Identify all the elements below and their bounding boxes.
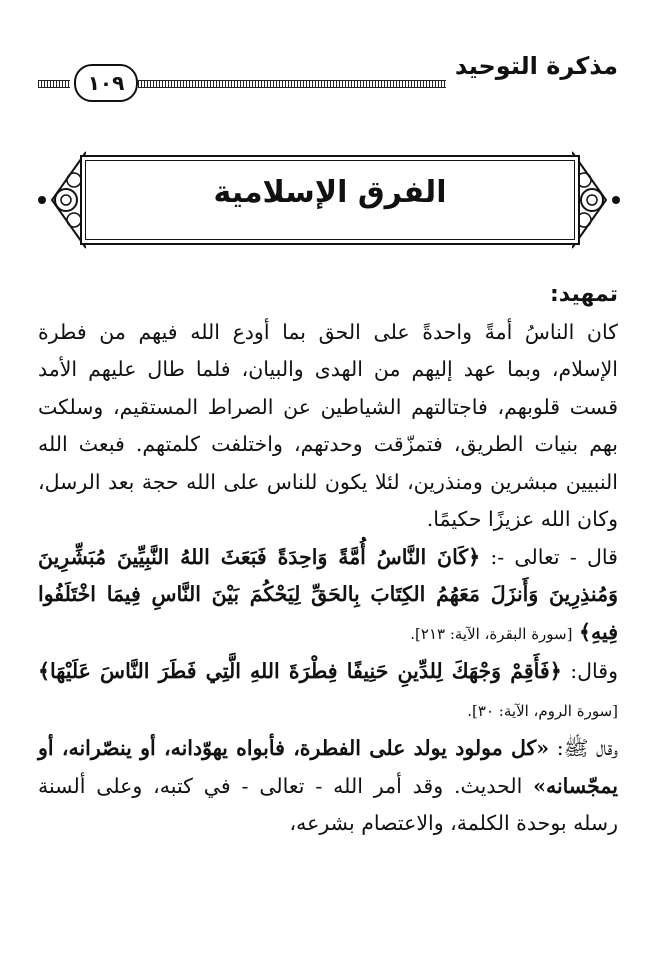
quran-verse: ﴿فَأَقِمْ وَجْهَكَ لِلدِّينِ حَنِيفًا فِطْرَةَ اللهِ الَّتِي فَطَرَ النَّاسَ عَلَيْهَا﴾ <box>38 659 562 683</box>
book-title: مذكرة التوحيد <box>454 52 618 80</box>
paragraph-4 <box>38 730 618 843</box>
paragraph-continuation: الحديث. وقد أمر الله - تعالى - في كتبه، وعلى ألسنة رسله بوحدة الكلمة، والاعتصام بشرعه، <box>38 773 618 835</box>
chapter-title: الفرق الإسلامية <box>213 175 447 210</box>
quran-verse: ﴿كَانَ النَّاسُ أُمَّةً وَاحِدَةً فَبَعَثَ اللهُ النَّبِيِّينَ مُبَشِّرِينَ وَمُنذِرِينَ وَأَنزَلَ مَعَهُمُ الكِتَابَ بِالحَقِّ لِيَحْكُمَ بَيْنَ النَّاسِ فِيمَا اخْتَلَفُوا فِيهِ﴾ <box>38 544 618 644</box>
section-heading: تمهيد: <box>549 282 618 307</box>
quote-intro: قال - تعالى -: <box>490 544 618 569</box>
running-header <box>38 52 618 95</box>
verse-reference: [سورة الروم، الآية: ٣٠]. <box>467 701 618 720</box>
header-rule-left <box>38 80 70 88</box>
paragraph-2 <box>38 539 618 654</box>
quote-intro: وقال ﷺ: <box>556 736 618 760</box>
chapter-banner <box>80 155 580 245</box>
page-number: ١٠٩ <box>74 64 138 102</box>
body-text <box>38 276 618 843</box>
hadith-quote: «كل مولود يولد على الفطرة، فأبواه يهوّدانه، أو ينصّرانه، أو يمجّسانه» <box>38 736 618 798</box>
header-rule-right <box>138 80 446 88</box>
paragraph-1: كان الناسُ أمةً واحدةً على الحق بما أودع الله فيهم من فطرة الإسلام، وبما عهد إليهم من الهدى والبيان، فلما طال عليهم الأمد قست قلوبهم، فاجتالتهم الشياطين عن الصراط المستقيم، وسلكت بهم بنيات الطريق، فتمزّقت وحدتهم، واختلفت كلمتهم. فبعث الله النبيين مبشرين ومنذرين، لئلا يكون للناس على الله حجة بعد الرسل، وكان الله عزيزًا حكيمًا. <box>38 319 618 531</box>
ornament-left-icon <box>32 150 86 250</box>
paragraph-3 <box>38 653 618 730</box>
quote-intro: وقال: <box>570 659 618 683</box>
ornament-right-icon <box>572 150 626 250</box>
verse-reference: [سورة البقرة، الآية: ٢١٣]. <box>410 624 573 643</box>
